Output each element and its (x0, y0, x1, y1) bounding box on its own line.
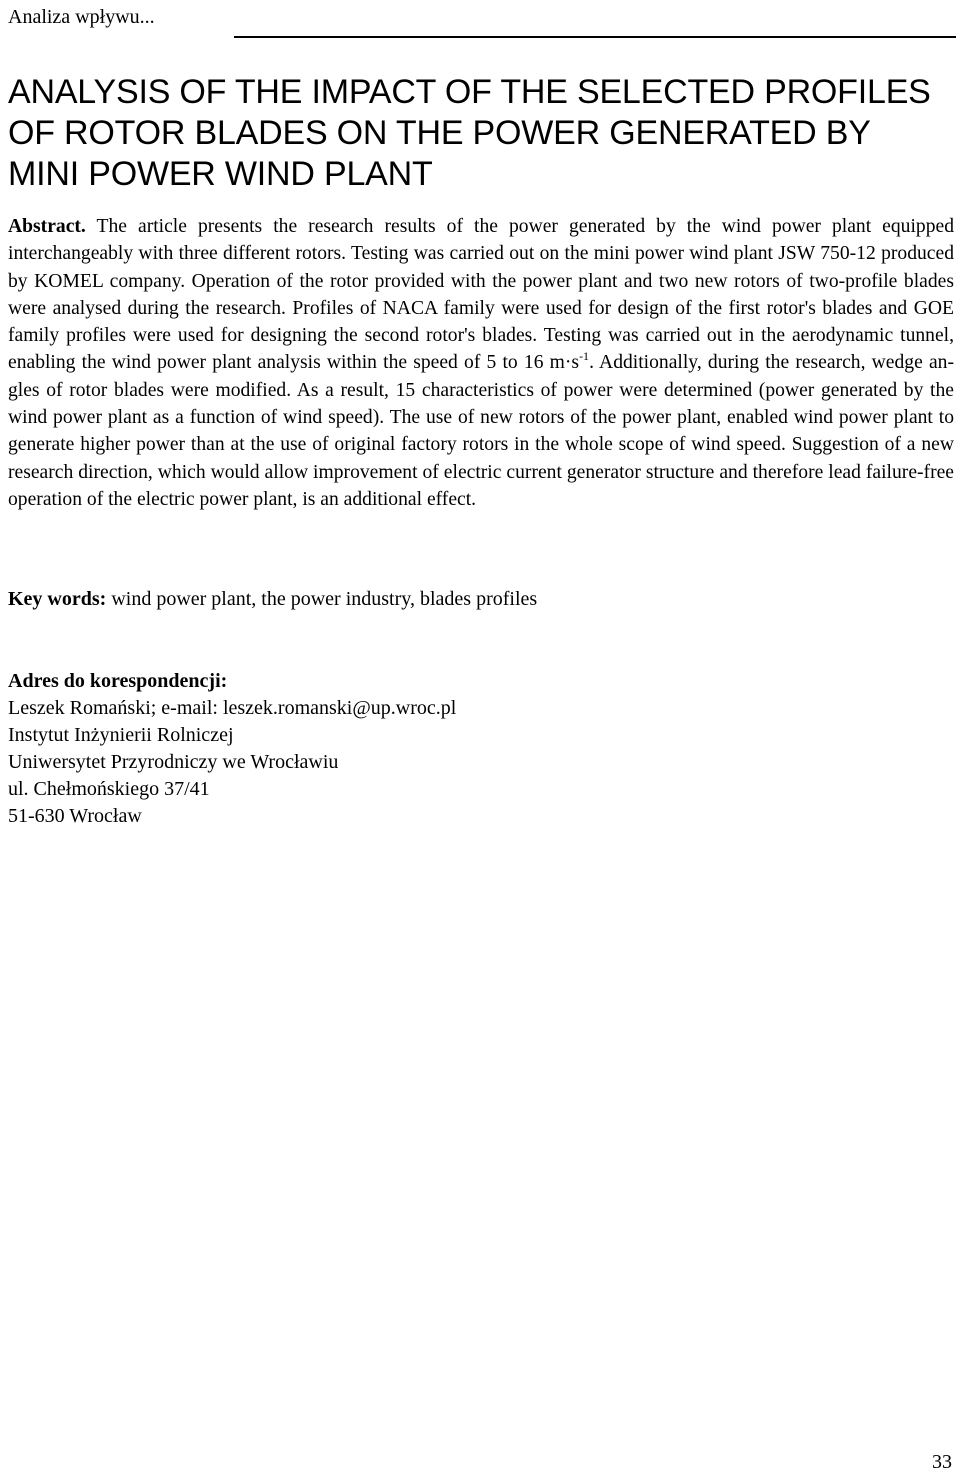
correspondence-institute: Instytut Inżynierii Rolniczej (8, 724, 234, 746)
unit-exponent: -1 (579, 349, 590, 364)
abstract (8, 213, 954, 513)
abstract-text-part1: The article presents the research results of the power generated by the wind power plant equipped interchangeably with three different rotors. Testing was carried out on the mini power wind plant JSW 750-12 produced by KOMEL company. Operation of the rotor provided with the power plant and two new rotors of two-profile blades were analysed during the research. Profiles of NACA family were used for design of the first rotor's blades and GOE family profiles were used for designing the second rotor's blades. Testing was carried out in the aerodynamic tunnel, enabling the wind power plant analysis within the speed of 5 to 16 m·s (8, 216, 955, 374)
keywords-label: Key words: (8, 588, 107, 610)
keywords (8, 586, 954, 613)
correspondence-address (8, 668, 908, 830)
running-title: Analiza wpływu... (8, 6, 155, 28)
correspondence-street: ul. Chełmońskiego 37/41 (8, 778, 210, 800)
correspondence-university: Uniwersytet Przyrodniczy we Wrocławiu (8, 751, 339, 773)
correspondence-city: 51-630 Wrocław (8, 805, 142, 827)
correspondence-author-email: Leszek Romański; e-mail: leszek.romanski@up.wroc.pl (8, 697, 457, 719)
keywords-text: wind power plant, the power industry, blades profiles (111, 588, 538, 610)
correspondence-heading: Adres do korespondencji: (8, 670, 228, 692)
page-number: 33 (932, 1451, 952, 1473)
abstract-text-part2: . Additionally, during the research, wedge angles of rotor blades were modified. As a result, 15 characteristics of power were determined (power generated by the wind power plant as a function of wind speed). The use of new rotors of the power plant, enabled wind power plant to generate higher power than at the use of original factory rotors in the whole scope of wind speed. Suggestion of a new research direction, which would allow improvement of electric current generator structure and therefore lead failure-free operation of the electric power plant, is an additional effect. (8, 352, 954, 510)
header-rule (234, 36, 956, 38)
article-title: ANALYSIS OF THE IMPACT OF THE SELECTED PROFILES OF ROTOR BLADES ON THE POWER GENERATED BY MINI POWER WIND PLANT (8, 73, 931, 193)
abstract-label: Abstract. (8, 216, 86, 237)
